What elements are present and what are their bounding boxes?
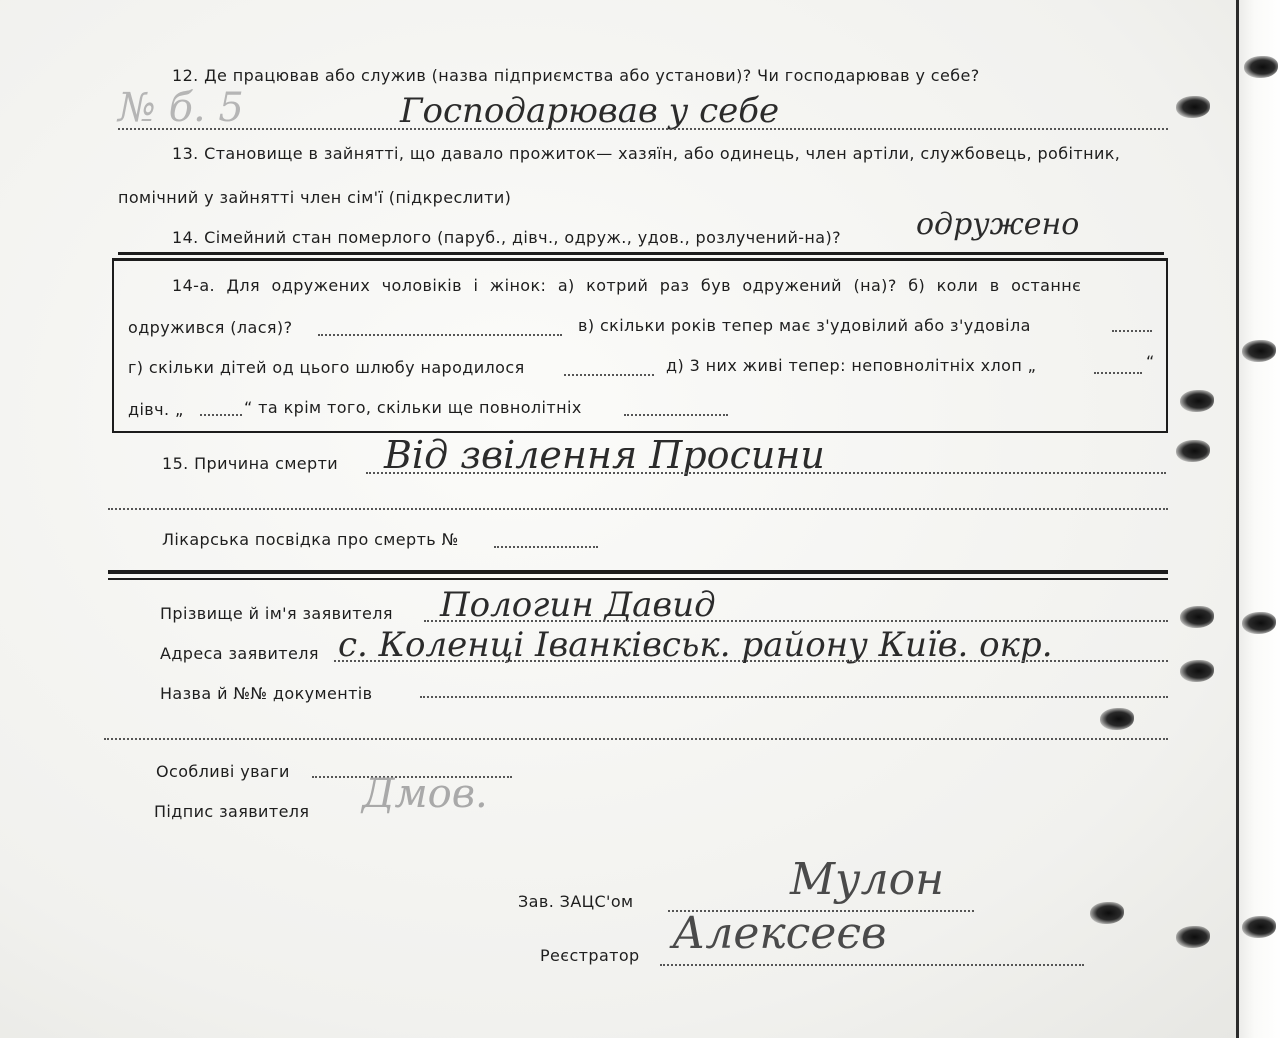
q12-label: 12. Де працював або служив (назва підприємства або установи)? Чи господарював у себе?: [172, 66, 980, 85]
q14a-line3-quote: “: [1146, 352, 1155, 371]
documents-extra-line: [104, 738, 1168, 740]
q14a-line3-field2[interactable]: [1094, 372, 1142, 374]
registrar-signature-line: [660, 964, 1084, 966]
remarks-label: Особливі уваги: [156, 762, 290, 781]
binding-hole: [1090, 902, 1124, 924]
medical-cert-number-field[interactable]: [494, 546, 598, 548]
applicant-name-answer[interactable]: Пологин Давид: [440, 585, 716, 625]
q14a-line2-label2: в) скільки років тепер має з'удовілий або з'удовіла: [578, 316, 1031, 335]
applicant-address-answer[interactable]: с. Коленці Іванківськ. району Київ. окр.: [338, 625, 1053, 665]
q14a-line2-field2[interactable]: [1112, 330, 1152, 332]
q14a-line4-label: дівч. „: [128, 400, 184, 419]
documents-line[interactable]: [420, 696, 1168, 698]
medical-cert-label: Лікарська посвідка про смерть №: [162, 530, 459, 549]
head-label: Зав. ЗАЦС'ом: [518, 892, 634, 911]
applicant-address-label: Адреса заявителя: [160, 644, 319, 663]
binding-hole: [1176, 440, 1210, 462]
binding-hole: [1244, 56, 1278, 78]
applicant-name-line: [424, 620, 1168, 622]
applicant-signature[interactable]: Дмов.: [362, 771, 488, 817]
q14a-line3-field1[interactable]: [564, 374, 654, 376]
double-rule-top: [108, 570, 1168, 574]
q15-label: 15. Причина смерти: [162, 454, 339, 473]
binding-hole: [1242, 612, 1276, 634]
q15-extra-line: [108, 508, 1168, 510]
q13-label-line1: 13. Становище в зайнятті, що давало прожиток— хазяїн, або одинець, член артіли, службовець, робітник,: [172, 144, 1121, 163]
page-edge: [1236, 0, 1280, 1038]
q12-answer[interactable]: Господарював у себе: [400, 91, 780, 131]
q14a-line4-label2: “ та крім того, скільки ще повнолітніх: [244, 398, 582, 417]
q15-answer[interactable]: Від звілення Просини: [384, 433, 825, 477]
q14-label: 14. Сімейний стан померлого (паруб., дівч., одруж., удов., розлучений-на)?: [172, 228, 842, 247]
applicant-name-label: Прізвище й ім'я заявителя: [160, 604, 393, 623]
q12-answer-line: [118, 128, 1168, 130]
binding-hole: [1180, 606, 1214, 628]
q13-label-line2: помічний у зайнятті член сім'ї (підкреслити): [118, 188, 512, 207]
binding-hole: [1180, 660, 1214, 682]
registrar-signature[interactable]: Алексеєв: [672, 908, 887, 959]
q14a-line2-field1[interactable]: [318, 334, 562, 336]
q14a-line4-field2[interactable]: [624, 414, 728, 416]
q15-answer-line: [366, 472, 1166, 474]
q14a-line1: 14-а. Для одружених чоловіків і жінок: а) котрий раз був одружений (на)? б) коли в останнє: [172, 276, 1082, 295]
section-divider: [118, 252, 1164, 255]
binding-hole: [1242, 916, 1276, 938]
binding-hole: [1176, 926, 1210, 948]
registrar-label: Реєстратор: [540, 946, 640, 965]
signature-label: Підпис заявителя: [154, 802, 310, 821]
q14a-line3-label: г) скільки дітей од цього шлюбу народилося: [128, 358, 525, 377]
q14-answer[interactable]: одружено: [916, 207, 1080, 242]
q14a-line4-field1[interactable]: [200, 414, 242, 416]
binding-hole: [1100, 708, 1134, 730]
binding-hole: [1176, 96, 1210, 118]
q14a-line3-label2: д) 3 них живі тепер: неповнолітніх хлоп „: [666, 356, 1037, 375]
binding-hole: [1180, 390, 1214, 412]
head-signature[interactable]: Мулон: [790, 854, 945, 905]
double-rule-bottom: [108, 578, 1168, 580]
q12-margin-note: № б. 5: [118, 85, 244, 131]
binding-hole: [1242, 340, 1276, 362]
q14a-line2-label: одружився (лася)?: [128, 318, 293, 337]
applicant-address-line: [334, 660, 1168, 662]
documents-label: Назва й №№ документів: [160, 684, 373, 703]
